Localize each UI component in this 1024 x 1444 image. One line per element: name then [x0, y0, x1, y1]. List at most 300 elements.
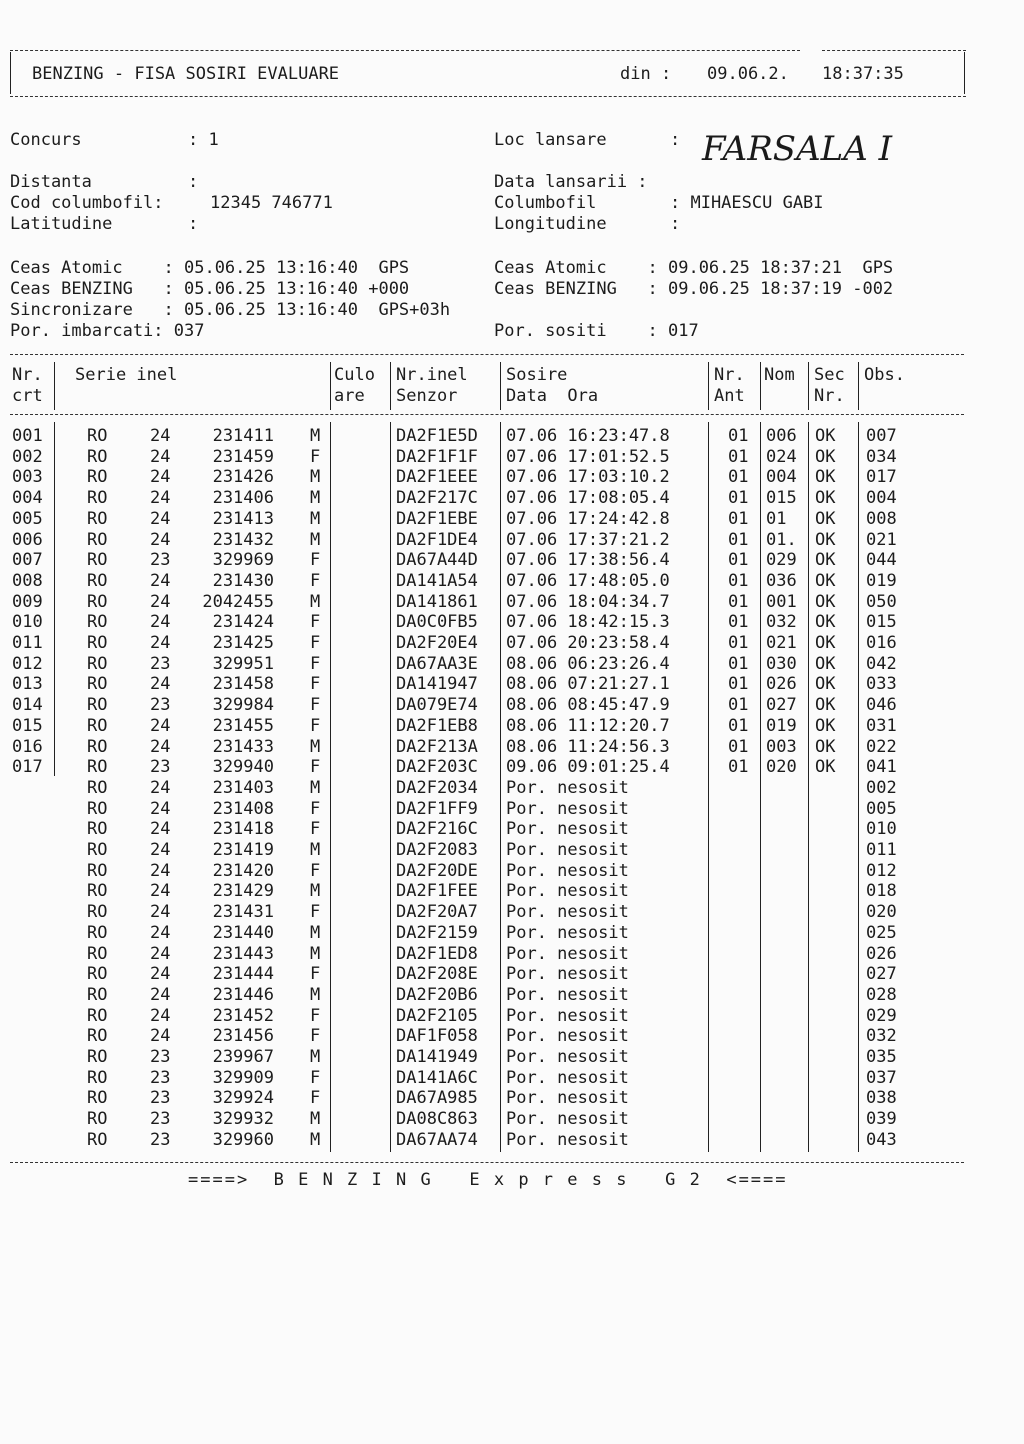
cell-sex: M	[310, 984, 321, 1005]
cell-senzor: DA2F20DE	[396, 860, 478, 881]
cell-inel: 329924	[212, 1088, 274, 1109]
cell-sec: OK	[815, 612, 836, 633]
cell-obs: 018	[866, 881, 897, 902]
cell-ant: 01	[728, 612, 749, 633]
cell-inel: 231440	[212, 922, 274, 943]
report-date: 09.06.2.	[707, 64, 789, 84]
cell-nr: 002	[12, 446, 43, 467]
cell-senzor: DA08C863	[396, 1109, 478, 1130]
cell-tara: RO	[87, 426, 108, 446]
table-row	[0, 571, 1000, 592]
cell-sex: F	[310, 1005, 321, 1026]
cell-senzor: DA2F208E	[396, 964, 478, 985]
cell-nr: 017	[12, 757, 43, 778]
col-header-nom: Nom	[764, 365, 795, 385]
data-lansarii-label: Data lansarii :	[494, 172, 648, 192]
col-header-serie-inel: Serie inel	[75, 365, 178, 385]
cell-senzor: DA67AA74	[396, 1129, 478, 1150]
cell-sex: M	[310, 881, 321, 902]
cell-an: 24	[150, 881, 171, 902]
cell-an: 24	[150, 984, 171, 1005]
cell-inel: 231413	[212, 508, 274, 529]
cell-nr: 015	[12, 715, 43, 736]
cell-senzor: DA2F2159	[396, 922, 478, 943]
cell-inel: 231429	[212, 881, 274, 902]
cell-inel: 231424	[212, 612, 274, 633]
cell-an: 23	[150, 1088, 171, 1109]
cell-sosire: Por. nesosit	[506, 819, 629, 840]
cell-sosire: 07.06 17:48:05.0	[506, 570, 670, 591]
cell-sosire: 07.06 17:01:52.5	[506, 446, 670, 467]
cell-senzor: DAF1F058	[396, 1026, 478, 1047]
report-title: BENZING - FISA SOSIRI EVALUARE	[32, 64, 340, 84]
cell-tara: RO	[87, 840, 108, 860]
cell-obs: 008	[866, 508, 897, 529]
cell-tara: RO	[87, 984, 108, 1005]
cell-sosire: 08.06 11:24:56.3	[506, 736, 670, 757]
cell-sosire: Por. nesosit	[506, 777, 629, 798]
table-row	[0, 737, 1000, 758]
cell-senzor: DA2F1FEE	[396, 881, 478, 902]
col-header-sec-nr: Nr.	[814, 386, 845, 406]
cell-senzor: DA2F2105	[396, 1005, 478, 1026]
ceas-benzing-start: Ceas BENZING : 05.06.25 13:16:40 +000	[10, 279, 410, 299]
cell-an: 24	[150, 446, 171, 467]
table-row	[0, 778, 1000, 799]
table-row	[0, 799, 1000, 820]
cell-an: 24	[150, 943, 171, 964]
table-row	[0, 861, 1000, 882]
col-header-senzor: Senzor	[396, 386, 458, 406]
cell-inel: 231452	[212, 1005, 274, 1026]
cell-sex: F	[310, 860, 321, 881]
cell-sec: OK	[815, 591, 836, 612]
cell-senzor: DA0C0FB5	[396, 612, 478, 633]
cell-sosire: 09.06 09:01:25.4	[506, 757, 670, 778]
cell-ant: 01	[728, 715, 749, 736]
cell-senzor: DA2F1F1F	[396, 446, 478, 467]
cell-nom: 030	[766, 653, 797, 674]
cell-inel: 329984	[212, 695, 274, 716]
cell-sec: OK	[815, 695, 836, 716]
cell-an: 24	[150, 612, 171, 633]
cell-tara: RO	[87, 798, 108, 819]
cell-sex: F	[310, 819, 321, 840]
cell-tara: RO	[87, 715, 108, 736]
cell-sex: M	[310, 1129, 321, 1150]
cell-an: 23	[150, 653, 171, 674]
cell-inel: 231425	[212, 633, 274, 653]
cell-an: 24	[150, 964, 171, 985]
cell-senzor: DA141949	[396, 1047, 478, 1067]
cell-sec: OK	[815, 570, 836, 591]
cell-sosire: Por. nesosit	[506, 1047, 629, 1067]
cell-ant: 01	[728, 653, 749, 674]
table-row	[0, 695, 1000, 716]
cell-senzor: DA2F216C	[396, 819, 478, 840]
cell-sosire: Por. nesosit	[506, 984, 629, 1005]
cell-obs: 019	[866, 570, 897, 591]
cell-sosire: 07.06 18:42:15.3	[506, 612, 670, 633]
cell-senzor: DA141A6C	[396, 1067, 478, 1088]
cell-obs: 043	[866, 1129, 897, 1150]
cell-nom: 036	[766, 570, 797, 591]
loc-lansare-label: Loc lansare	[494, 130, 607, 150]
cell-sosire: 07.06 17:08:05.4	[506, 488, 670, 509]
cell-sosire: Por. nesosit	[506, 1129, 629, 1150]
cell-an: 24	[150, 426, 171, 446]
table-row	[0, 592, 1000, 613]
cell-sosire: 08.06 06:23:26.4	[506, 653, 670, 674]
cell-obs: 007	[866, 426, 897, 446]
cell-inel: 329940	[212, 757, 274, 778]
cell-nr: 006	[12, 529, 43, 550]
cell-nr: 009	[12, 591, 43, 612]
table-row	[0, 1109, 1000, 1130]
porumbei-imbarcati: Por. imbarcati: 037	[10, 321, 205, 341]
cell-an: 23	[150, 1067, 171, 1088]
table-row	[0, 985, 1000, 1006]
cod-columbofil-label: Cod columbofil:	[10, 193, 164, 213]
cell-nr: 001	[12, 426, 43, 446]
cell-sex: M	[310, 508, 321, 529]
cell-nom: 003	[766, 736, 797, 757]
cell-obs: 021	[866, 529, 897, 550]
cell-inel: 231444	[212, 964, 274, 985]
cell-ant: 01	[728, 529, 749, 550]
cell-ant: 01	[728, 757, 749, 778]
cell-nr: 016	[12, 736, 43, 757]
cell-sosire: Por. nesosit	[506, 881, 629, 902]
distanta-value: :	[188, 172, 199, 192]
cell-obs: 038	[866, 1088, 897, 1109]
din-label: din :	[620, 64, 672, 84]
cell-sosire: Por. nesosit	[506, 1026, 629, 1047]
col-header-nr-inel: Nr.inel	[396, 365, 468, 385]
cell-an: 24	[150, 1005, 171, 1026]
columbofil-label: Columbofil	[494, 193, 597, 213]
cell-an: 24	[150, 591, 171, 612]
cell-sex: M	[310, 1109, 321, 1130]
cell-tara: RO	[87, 467, 108, 488]
cell-sex: M	[310, 840, 321, 860]
cell-obs: 025	[866, 922, 897, 943]
cell-obs: 032	[866, 1026, 897, 1047]
table-row	[0, 509, 1000, 530]
cell-senzor: DA2F217C	[396, 488, 478, 509]
cell-tara: RO	[87, 1088, 108, 1109]
table-row	[0, 1088, 1000, 1109]
cell-tara: RO	[87, 550, 108, 571]
cell-sex: F	[310, 446, 321, 467]
cell-senzor: DA2F1E5D	[396, 426, 478, 446]
cell-sex: F	[310, 1067, 321, 1088]
longitudine-label: Longitudine	[494, 214, 607, 234]
cell-nom: 026	[766, 674, 797, 695]
table-row	[0, 1047, 1000, 1068]
cell-inel: 231431	[212, 902, 274, 923]
table-row	[0, 881, 1000, 902]
cell-an: 24	[150, 488, 171, 509]
cell-nom: 004	[766, 467, 797, 488]
cell-sec: OK	[815, 467, 836, 488]
cell-sosire: Por. nesosit	[506, 1005, 629, 1026]
cell-tara: RO	[87, 1129, 108, 1150]
cell-inel: 231406	[212, 488, 274, 509]
cell-inel: 231411	[212, 426, 274, 446]
cell-senzor: DA2F1DE4	[396, 529, 478, 550]
cell-sosire: 07.06 16:23:47.8	[506, 426, 670, 446]
col-header-nr: Nr.	[12, 365, 43, 385]
cell-sex: F	[310, 612, 321, 633]
cell-sex: M	[310, 488, 321, 509]
cell-tara: RO	[87, 653, 108, 674]
table-row	[0, 1130, 1000, 1151]
cell-sec: OK	[815, 633, 836, 653]
table-row	[0, 902, 1000, 923]
cell-sex: F	[310, 653, 321, 674]
table-row	[0, 923, 1000, 944]
cell-nr: 012	[12, 653, 43, 674]
cell-an: 24	[150, 902, 171, 923]
cell-inel: 231455	[212, 715, 274, 736]
cell-senzor: DA079E74	[396, 695, 478, 716]
cell-sex: F	[310, 798, 321, 819]
cell-tara: RO	[87, 943, 108, 964]
cell-nom: 015	[766, 488, 797, 509]
cell-inel: 231433	[212, 736, 274, 757]
col-header-obs: Obs.	[864, 365, 905, 385]
table-row	[0, 1026, 1000, 1047]
cell-tara: RO	[87, 757, 108, 778]
cell-sex: F	[310, 633, 321, 653]
cell-inel: 329909	[212, 1067, 274, 1088]
cell-inel: 329969	[212, 550, 274, 571]
table-row	[0, 654, 1000, 675]
cell-tara: RO	[87, 1005, 108, 1026]
cell-an: 24	[150, 715, 171, 736]
cell-obs: 029	[866, 1005, 897, 1026]
sincronizare: Sincronizare : 05.06.25 13:16:40 GPS+03h	[10, 300, 451, 320]
cell-an: 24	[150, 570, 171, 591]
cell-nr: 013	[12, 674, 43, 695]
cell-an: 24	[150, 1026, 171, 1047]
cell-ant: 01	[728, 550, 749, 571]
cell-tara: RO	[87, 570, 108, 591]
table-row	[0, 840, 1000, 861]
cell-sosire: 08.06 07:21:27.1	[506, 674, 670, 695]
cell-tara: RO	[87, 446, 108, 467]
loc-lansare-handwritten: FARSALA I	[702, 129, 893, 169]
cell-sosire: Por. nesosit	[506, 798, 629, 819]
cell-senzor: DA2F2034	[396, 777, 478, 798]
table-row	[0, 633, 1000, 654]
table-row	[0, 467, 1000, 488]
cell-an: 24	[150, 467, 171, 488]
cell-nr: 007	[12, 550, 43, 571]
cell-obs: 027	[866, 964, 897, 985]
cell-nom: 01.	[766, 529, 797, 550]
cell-inel: 329960	[212, 1129, 274, 1150]
cell-an: 23	[150, 1109, 171, 1130]
cell-obs: 011	[866, 840, 897, 860]
cell-sosire: 07.06 17:24:42.8	[506, 508, 670, 529]
cell-sex: F	[310, 550, 321, 571]
cell-senzor: DA2F20A7	[396, 902, 478, 923]
cell-an: 24	[150, 798, 171, 819]
cell-obs: 015	[866, 612, 897, 633]
cell-tara: RO	[87, 902, 108, 923]
cell-senzor: DA2F2083	[396, 840, 478, 860]
cell-an: 24	[150, 922, 171, 943]
ceas-atomic-start: Ceas Atomic : 05.06.25 13:16:40 GPS	[10, 258, 410, 278]
cell-senzor: DA2F1EB8	[396, 715, 478, 736]
cell-obs: 026	[866, 943, 897, 964]
cell-an: 23	[150, 1129, 171, 1150]
cell-tara: RO	[87, 591, 108, 612]
cell-obs: 041	[866, 757, 897, 778]
cell-nr: 010	[12, 612, 43, 633]
cell-ant: 01	[728, 508, 749, 529]
cell-nom: 024	[766, 446, 797, 467]
cell-inel: 231432	[212, 529, 274, 550]
cell-nom: 032	[766, 612, 797, 633]
cell-obs: 031	[866, 715, 897, 736]
cell-ant: 01	[728, 633, 749, 653]
cell-sosire: Por. nesosit	[506, 1088, 629, 1109]
cell-sec: OK	[815, 446, 836, 467]
cell-senzor: DA2F213A	[396, 736, 478, 757]
cell-senzor: DA141861	[396, 591, 478, 612]
cell-sosire: 07.06 18:04:34.7	[506, 591, 670, 612]
cell-ant: 01	[728, 591, 749, 612]
cell-sex: F	[310, 570, 321, 591]
col-header-nr-ant: Nr.	[714, 365, 745, 385]
cell-obs: 012	[866, 860, 897, 881]
cell-inel: 231418	[212, 819, 274, 840]
cell-tara: RO	[87, 1109, 108, 1130]
report-time: 18:37:35	[822, 64, 904, 84]
cell-senzor: DA2F203C	[396, 757, 478, 778]
ceas-atomic-end: Ceas Atomic : 09.06.25 18:37:21 GPS	[494, 258, 894, 278]
cell-an: 24	[150, 674, 171, 695]
cell-obs: 005	[866, 798, 897, 819]
col-header-culoare-2: are	[334, 386, 365, 406]
cell-inel: 239967	[212, 1047, 274, 1067]
cell-tara: RO	[87, 777, 108, 798]
cell-sex: F	[310, 757, 321, 778]
cell-obs: 020	[866, 902, 897, 923]
cell-tara: RO	[87, 1026, 108, 1047]
cell-senzor: DA2F20B6	[396, 984, 478, 1005]
cell-obs: 017	[866, 467, 897, 488]
cell-inel: 329951	[212, 653, 274, 674]
cell-ant: 01	[728, 736, 749, 757]
report-header-box	[10, 50, 966, 96]
latitudine-value: :	[188, 214, 199, 234]
cell-an: 24	[150, 529, 171, 550]
cell-sosire: Por. nesosit	[506, 922, 629, 943]
cell-ant: 01	[728, 570, 749, 591]
cell-ant: 01	[728, 426, 749, 446]
cell-tara: RO	[87, 695, 108, 716]
cell-inel: 329932	[212, 1109, 274, 1130]
cell-tara: RO	[87, 1067, 108, 1088]
table-row	[0, 716, 1000, 737]
cell-sex: F	[310, 964, 321, 985]
cell-ant: 01	[728, 695, 749, 716]
porumbei-sositi: Por. sositi : 017	[494, 321, 699, 341]
cell-inel: 2042455	[202, 591, 274, 612]
cell-sex: M	[310, 467, 321, 488]
cell-inel: 231430	[212, 570, 274, 591]
cell-sosire: Por. nesosit	[506, 964, 629, 985]
cell-an: 24	[150, 777, 171, 798]
cell-nr: 008	[12, 570, 43, 591]
cell-sex: F	[310, 715, 321, 736]
cell-senzor: DA67A985	[396, 1088, 478, 1109]
cell-obs: 002	[866, 777, 897, 798]
cell-sex: F	[310, 902, 321, 923]
cell-tara: RO	[87, 612, 108, 633]
table-row	[0, 550, 1000, 571]
cell-tara: RO	[87, 529, 108, 550]
cell-obs: 050	[866, 591, 897, 612]
cell-ant: 01	[728, 674, 749, 695]
cell-an: 23	[150, 695, 171, 716]
cell-sec: OK	[815, 529, 836, 550]
cell-inel: 231426	[212, 467, 274, 488]
cell-obs: 022	[866, 736, 897, 757]
cell-sec: OK	[815, 508, 836, 529]
cell-obs: 016	[866, 633, 897, 653]
cell-obs: 044	[866, 550, 897, 571]
cell-inel: 231408	[212, 798, 274, 819]
cell-an: 23	[150, 1047, 171, 1067]
table-row	[0, 944, 1000, 965]
cell-sosire: Por. nesosit	[506, 1067, 629, 1088]
cell-sosire: Por. nesosit	[506, 1109, 629, 1130]
cell-nom: 006	[766, 426, 797, 446]
cell-tara: RO	[87, 1047, 108, 1067]
cell-tara: RO	[87, 488, 108, 509]
cell-obs: 042	[866, 653, 897, 674]
table-row	[0, 674, 1000, 695]
footer-benzing-express: ====> B E N Z I N G E x p r e s s G 2 <====	[188, 1170, 788, 1190]
cell-nom: 027	[766, 695, 797, 716]
cell-sex: F	[310, 674, 321, 695]
cell-ant: 01	[728, 467, 749, 488]
cell-senzor: DA141947	[396, 674, 478, 695]
cell-sosire: Por. nesosit	[506, 860, 629, 881]
cell-sec: OK	[815, 426, 836, 446]
cell-sex: M	[310, 426, 321, 446]
cell-tara: RO	[87, 860, 108, 881]
cell-nom: 01	[766, 508, 787, 529]
cell-an: 23	[150, 550, 171, 571]
cell-inel: 231419	[212, 840, 274, 860]
cell-senzor: DA141A54	[396, 570, 478, 591]
col-header-data-ora: Data Ora	[506, 386, 599, 406]
cell-sosire: 08.06 11:12:20.7	[506, 715, 670, 736]
cell-inel: 231420	[212, 860, 274, 881]
cell-sosire: 07.06 20:23:58.4	[506, 633, 670, 653]
cell-an: 24	[150, 736, 171, 757]
cell-sec: OK	[815, 488, 836, 509]
cell-sosire: 07.06 17:38:56.4	[506, 550, 670, 571]
cell-ant: 01	[728, 488, 749, 509]
table-row	[0, 819, 1000, 840]
